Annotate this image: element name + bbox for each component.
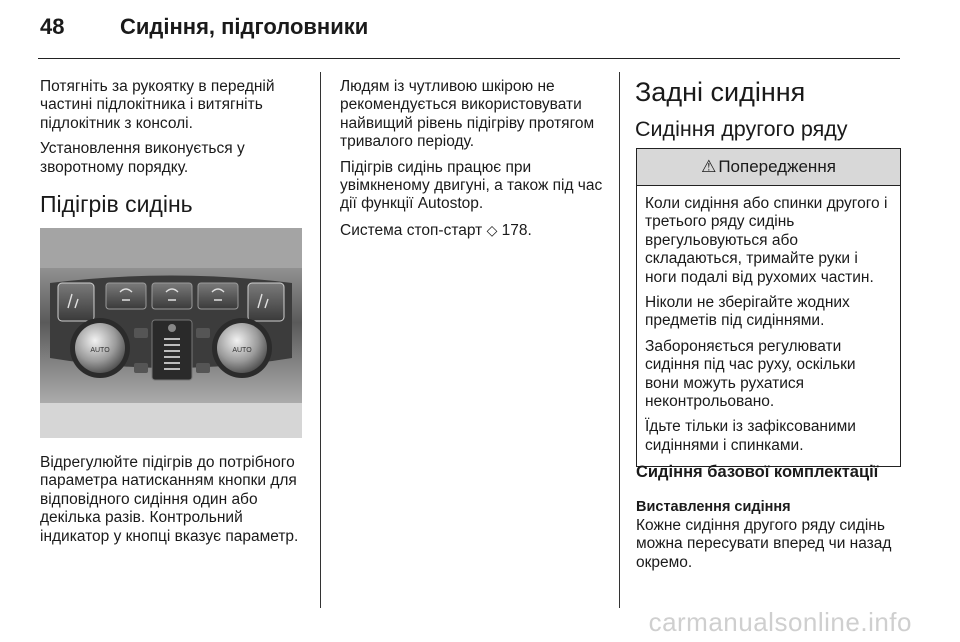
seat-adjustment-text: Кожне сидіння другого ряду сидінь можна пересувати вперед чи назад окремо. xyxy=(636,517,892,571)
warning-title: Попередження xyxy=(718,157,836,176)
install-paragraph: Установлення виконується у зворотному порядку. xyxy=(40,140,245,176)
watermark: carmanualsonline.info xyxy=(648,607,912,637)
rear-seats-heading: Задні сидіння xyxy=(635,77,806,107)
column-divider-left xyxy=(320,72,321,608)
page-title: Сидіння, підголовники xyxy=(120,14,369,39)
climate-panel-photo xyxy=(40,228,302,438)
warning-body xyxy=(637,186,900,466)
right-seat-heat-button xyxy=(248,283,284,321)
warning-paragraph: Ніколи не зберігайте жодних предметів під сидіннями. xyxy=(645,294,850,330)
warning-header xyxy=(637,149,900,186)
warning-paragraph: Їдьте тільки із зафіксованими сидіннями і спинками. xyxy=(645,418,856,454)
engine-paragraph: Підігрів сидінь працює при увімкненому двигуні, а також під час дії функції Autostop. xyxy=(340,158,603,213)
right-auto-label: AUTO xyxy=(232,347,252,354)
warning-paragraph: Коли сидіння або спинки другого і третього ряду сидінь врегульовуються або складаються, тримайте руки і ноги подалі від рухомих частин. xyxy=(645,195,888,286)
warning-box xyxy=(636,148,901,467)
middle-column xyxy=(340,78,610,247)
armrest-paragraph: Потягніть за рукоятку в передній частині підлокітника і витягніть підлокітник з консолі. xyxy=(40,78,275,132)
column-divider-right xyxy=(619,72,620,608)
second-row-heading: Сидіння другого ряду xyxy=(635,117,848,141)
reference-arrow-icon: ◇ xyxy=(486,221,498,238)
heated-seats-heading: Підігрів сидінь xyxy=(40,191,193,217)
basic-seats-heading: Сидіння базової комплектації xyxy=(636,463,879,481)
sensitive-skin-paragraph: Людям із чутливою шкірою не рекомендується використовувати найвищий рівень підігріву протягом тривалого періоду. xyxy=(340,78,595,151)
climate-panel-illustration xyxy=(40,228,302,438)
left-auto-label: AUTO xyxy=(90,347,110,354)
stop-start-text: Система стоп-старт xyxy=(340,221,483,239)
seat-adjustment-heading: Виставлення сидіння xyxy=(636,499,791,515)
stop-start-reference xyxy=(340,221,610,240)
heated-seats-caption: Відрегулюйте підігрів до потрібного параметра натисканням кнопки для відповідного сидіння один або декілька разів. Контрольний індикатор у кнопці вказує параметр. xyxy=(40,454,299,545)
warning-paragraph: Забороняється регулювати сидіння під час руху, оскільки вони можуть рухатися неконтрольовано. xyxy=(645,337,856,411)
warning-icon: ⚠ xyxy=(701,157,717,176)
left-column xyxy=(40,78,310,184)
page-number: 48 xyxy=(40,14,65,39)
reference-page[interactable]: 178. xyxy=(501,221,532,239)
header-divider xyxy=(38,58,900,59)
left-seat-heat-button xyxy=(58,283,94,321)
